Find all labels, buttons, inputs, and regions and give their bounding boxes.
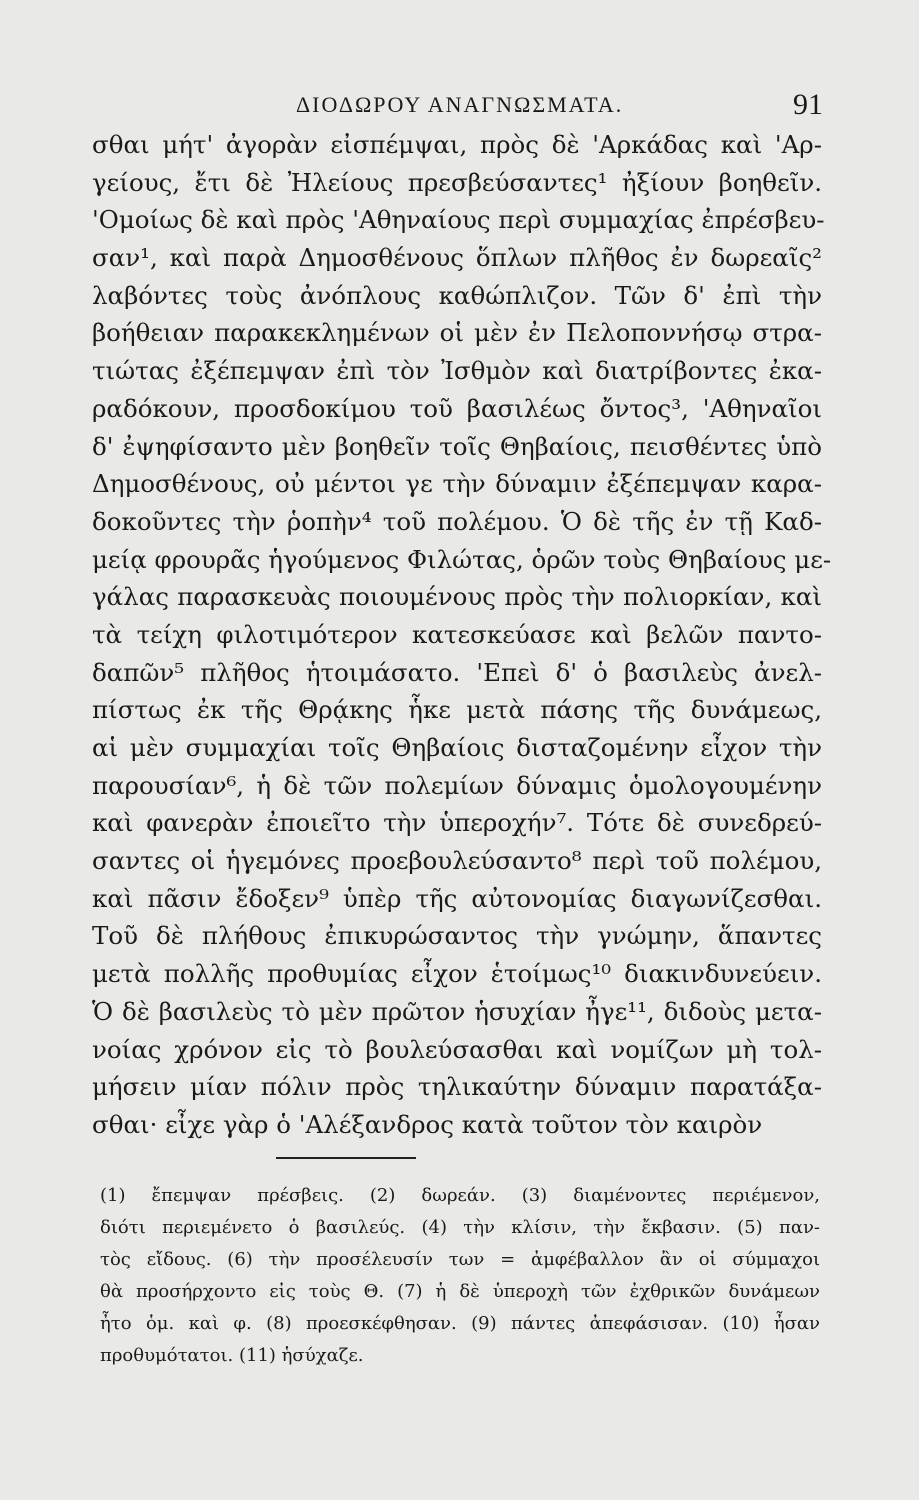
- footnotes: [100, 1180, 820, 1372]
- text-line: δαπῶν⁵ πλῆθος ἡτοιμάσατο. 'Επεὶ δ' ὁ βασιλεὺς ἀνελ-: [92, 657, 822, 687]
- body-text: [92, 126, 832, 1144]
- text-line: γείους, ἔτι δὲ Ἠλείους πρεσβεύσαντες¹ ἠξίουν βοηθεῖν.: [92, 167, 822, 197]
- footnote-line: διότι περιεμένετο ὁ βασιλεύς. (4) τὴν κλίσιν, τὴν ἔκβασιν. (5) παν-: [100, 1217, 820, 1238]
- text-line: Ὁ δὲ βασιλεὺς τὸ μὲν πρῶτον ἡσυχίαν ἦγε¹¹, διδοὺς μετα-: [92, 996, 822, 1026]
- footnote-line: τὸς εἴδους. (6) τὴν προσέλευσίν των = ἀμφέβαλλον ἂν οἱ σύμμαχοι: [100, 1249, 820, 1270]
- text-line: μετὰ πολλῆς προθυμίας εἶχον ἑτοίμως¹⁰ διακινδυνεύειν.: [92, 959, 822, 989]
- text-line: καὶ πᾶσιν ἔδοξεν⁹ ὑπὲρ τῆς αὐτονομίας διαγωνίζεσθαι.: [92, 883, 822, 913]
- running-title: ΔΙΟΔΩΡΟΥ ΑΝΑΓΝΩΣΜΑΤΑ.: [296, 92, 624, 117]
- text-line: καὶ φανερὰν ἐποιεῖτο τὴν ὑπεροχήν⁷. Τότε δὲ συνεδρεύ-: [92, 808, 822, 838]
- text-line: αἱ μὲν συμμαχίαι τοῖς Θηβαίοις δισταζομένην εἶχον τὴν: [92, 733, 822, 762]
- footnote-line: (1) ἔπεμψαν πρέσβεις. (2) δωρεάν. (3) διαμένοντες περιέμενον,: [100, 1185, 820, 1206]
- text-line: 'Ομοίως δὲ καὶ πρὸς 'Αθηναίους περὶ συμμαχίας ἐπρέσβευ-: [92, 205, 825, 235]
- text-line: παρουσίαν⁶, ἡ δὲ τῶν πολεμίων δύναμις ὁμολογουμένην: [92, 770, 822, 800]
- text-line: τιώτας ἐξέπεμψαν ἐπὶ τὸν Ἰσθμὸν καὶ διατρίβοντες ἐκα-: [92, 356, 822, 386]
- text-line: βοήθειαν παρακεκλημένων οἱ μὲν ἐν Πελοποννήσῳ στρα-: [92, 318, 822, 348]
- footnote-rule: [276, 1157, 416, 1159]
- text-line: μήσειν μίαν πόλιν πρὸς τηλικαύτην δύναμιν παρατάξα-: [92, 1072, 822, 1102]
- footnote-line: ἦτο ὁμ. καὶ φ. (8) προεσκέφθησαν. (9) πάντες ἀπεφάσισαν. (10) ἦσαν: [100, 1313, 820, 1334]
- text-line: δοκοῦντες τὴν ῥοπὴν⁴ τοῦ πολέμου. Ὁ δὲ τῆς ἐν τῇ Καδ-: [92, 506, 822, 536]
- text-line: Τοῦ δὲ πλήθους ἐπικυρώσαντος τὴν γνώμην, ἅπαντες: [92, 921, 822, 951]
- page-number: 91: [793, 88, 823, 121]
- text-line: λαβόντες τοὺς ἀνόπλους καθώπλιζον. Τῶν δ' ἐπὶ τὴν: [92, 280, 822, 310]
- text-line: σθαι· εἶχε γὰρ ὁ 'Αλέξανδρος κατὰ τοῦτον τὸν καιρὸν: [92, 1109, 763, 1139]
- text-line: γάλας παρασκευὰς ποιουμένους πρὸς τὴν πολιορκίαν, καὶ: [92, 582, 822, 612]
- text-line: τὰ τείχη φιλοτιμότερον κατεσκεύασε καὶ βελῶν παντο-: [92, 619, 822, 649]
- text-line: μείᾳ φρουρᾶς ἡγούμενος Φιλώτας, ὁρῶν τοὺς Θηβαίους με-: [92, 544, 832, 574]
- text-line: πίστως ἐκ τῆς Θρᾴκης ἧκε μετὰ πάσης τῆς δυνάμεως,: [92, 695, 822, 725]
- text-line: νοίας χρόνον εἰς τὸ βουλεύσασθαι καὶ νομίζων μὴ τολ-: [92, 1034, 822, 1064]
- text-line: σαντες οἱ ἡγεμόνες προεβουλεύσαντο⁸ περὶ τοῦ πολέμου,: [92, 846, 822, 876]
- text-line: ραδόκουν, προσδοκίμου τοῦ βασιλέως ὄντος³, 'Αθηναῖοι: [92, 393, 822, 423]
- text-line: σαν¹, καὶ παρὰ Δημοσθένους ὅπλων πλῆθος ἐν δωρεαῖς²: [92, 243, 822, 273]
- text-line: δ' ἐψηφίσαντο μὲν βοηθεῖν τοῖς Θηβαίοις, πεισθέντες ὑπὸ: [92, 431, 822, 461]
- text-line: σθαι μήτ' ἀγορὰν εἰσπέμψαι, πρὸς δὲ 'Αρκάδας καὶ 'Αρ-: [92, 130, 822, 159]
- footnote-line: θὰ προσήρχοντο εἰς τοὺς Θ. (7) ἡ δὲ ὑπεροχὴ τῶν ἐχθρικῶν δυνάμεων: [100, 1281, 820, 1302]
- footnote-line: προθυμότατοι. (11) ἡσύχαζε.: [100, 1345, 364, 1366]
- text-line: Δημοσθένους, οὐ μέντοι γε τὴν δύναμιν ἐξέπεμψαν καρα-: [92, 469, 822, 499]
